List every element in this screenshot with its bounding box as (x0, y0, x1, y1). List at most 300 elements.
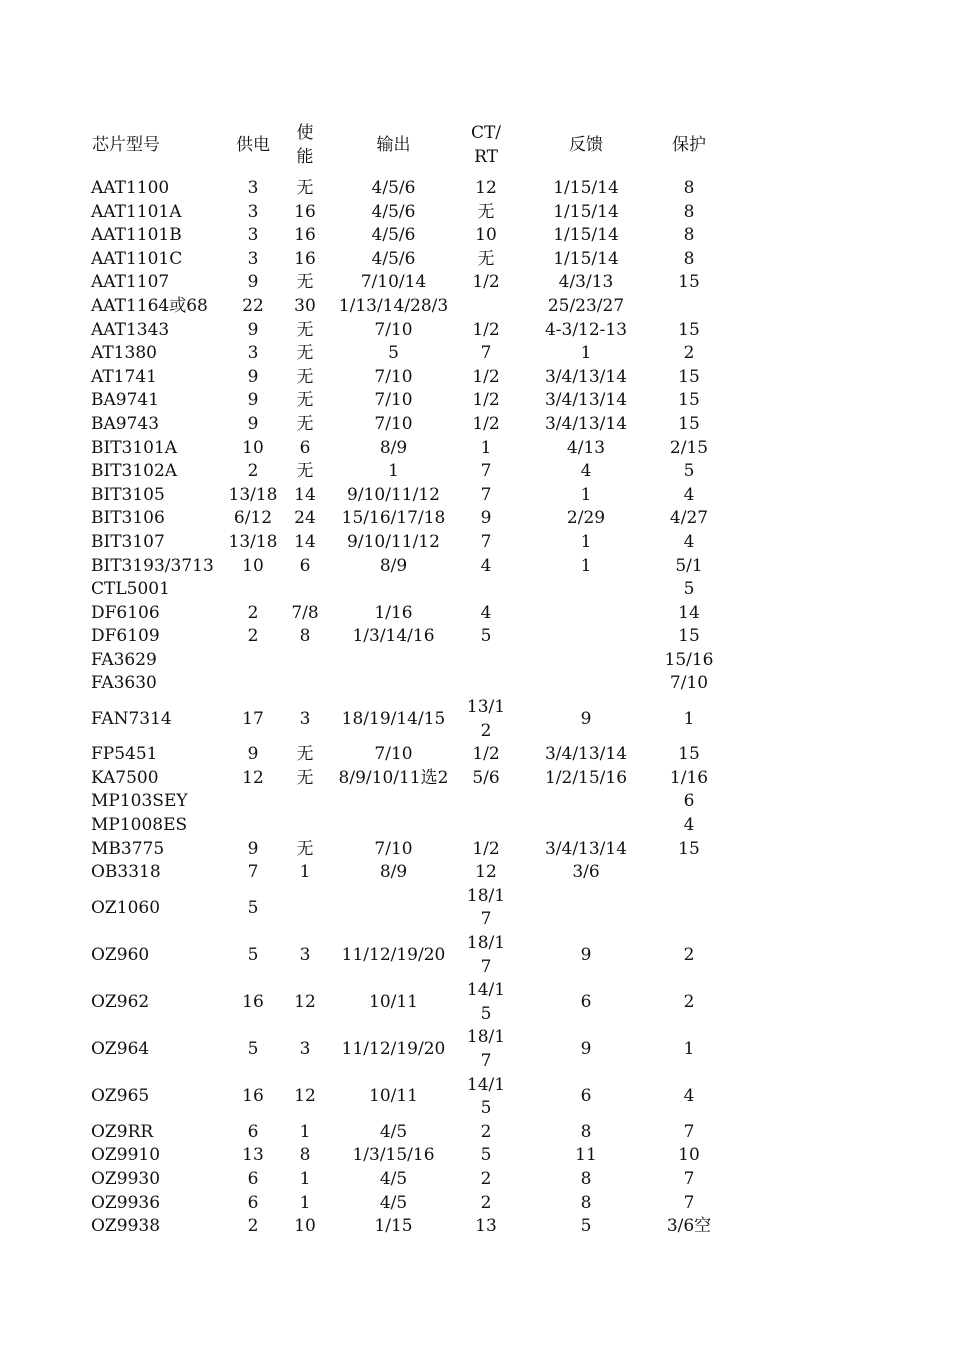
cell-output: 4/5/6 (371, 178, 416, 198)
cell-ctrt: 1/2 (472, 413, 500, 434)
cell-protect: 15 (678, 626, 700, 647)
cell-model: FA3630 (91, 673, 157, 694)
table-row (88, 861, 722, 885)
table-body (88, 177, 722, 1239)
table-row (88, 342, 722, 366)
table-row (88, 177, 722, 201)
cell-ctrt (456, 1026, 516, 1073)
table-row (88, 366, 722, 390)
cell-power: 13 (242, 1145, 264, 1166)
cell-enable: 8 (299, 1145, 311, 1166)
cell-model: KA7500 (91, 767, 159, 788)
cell-output: 7/10 (374, 744, 413, 765)
table-row (88, 224, 722, 248)
table-row (88, 555, 722, 579)
cell-protect: 10 (678, 1145, 700, 1166)
cell-output: 18/19/14/15 (341, 708, 446, 729)
table-row (88, 625, 722, 649)
cell-model: FA3629 (91, 649, 157, 670)
cell-ctrt-wrapped: 18/17 (466, 933, 506, 977)
cell-model: AAT1343 (91, 319, 170, 340)
cell-power: 3 (247, 225, 259, 246)
table-row (88, 672, 722, 696)
cell-ctrt: 7 (480, 343, 492, 364)
cell-enable (279, 790, 331, 814)
cell-ctrt: 1/2 (472, 390, 500, 411)
cell-ctrt (456, 649, 516, 673)
cell-output: 9/10/11/12 (347, 531, 440, 552)
table-row (88, 507, 722, 531)
cell-feedback: 8 (580, 1168, 592, 1189)
cell-feedback: 1/2/15/16 (544, 767, 628, 788)
cell-feedback: 3/6 (572, 862, 600, 883)
cell-protect: 1 (683, 1039, 695, 1060)
cell-power (227, 814, 279, 838)
cell-power: 3 (247, 201, 259, 222)
table-row (88, 838, 722, 862)
table-row (88, 531, 722, 555)
cell-power: 12 (242, 767, 264, 788)
cell-power: 13/18 (228, 531, 278, 552)
cell-enable (279, 885, 331, 932)
cell-ctrt: 7 (480, 531, 492, 552)
cell-enable: 无 (296, 838, 314, 859)
cell-output (331, 790, 456, 814)
header-power: 供电 (236, 135, 270, 156)
cell-model: AAT1101C (91, 248, 183, 269)
table-header-row (88, 115, 722, 177)
cell-protect: 2 (683, 991, 695, 1012)
cell-output: 7/10/14 (360, 272, 427, 293)
cell-output: 4/5/6 (371, 225, 416, 246)
cell-protect: 15 (678, 390, 700, 411)
cell-power: 5 (247, 944, 259, 965)
cell-output (331, 672, 456, 696)
cell-feedback (516, 578, 656, 602)
cell-feedback: 1/15/14 (553, 248, 619, 269)
table-row (88, 743, 722, 767)
cell-output: 4/5/6 (371, 201, 416, 222)
cell-model: MP103SEY (91, 791, 188, 812)
cell-model: AT1741 (91, 366, 157, 387)
cell-protect: 7 (683, 1168, 695, 1189)
cell-power: 6 (247, 1121, 259, 1142)
cell-power: 22 (242, 295, 264, 316)
cell-protect: 7/10 (669, 673, 709, 694)
cell-model: BA9741 (91, 390, 160, 411)
cell-output (331, 649, 456, 673)
table-row (88, 696, 722, 743)
cell-enable (279, 649, 331, 673)
cell-protect: 2 (683, 944, 695, 965)
cell-ctrt: 13 (475, 1216, 497, 1237)
cell-output: 11/12/19/20 (341, 1039, 446, 1060)
table-row (88, 1168, 722, 1192)
cell-protect: 15 (678, 413, 700, 434)
cell-feedback: 4 (580, 461, 592, 482)
cell-protect: 5/1 (675, 555, 703, 576)
cell-power: 9 (247, 838, 259, 859)
cell-ctrt: 2 (480, 1192, 492, 1213)
cell-ctrt: 无 (477, 201, 495, 222)
cell-protect: 4 (683, 1086, 695, 1107)
table-row (88, 578, 722, 602)
table-row (88, 1121, 722, 1145)
cell-power: 3 (247, 343, 259, 364)
cell-protect (656, 885, 722, 932)
cell-power: 3 (247, 248, 259, 269)
cell-ctrt: 9 (480, 508, 492, 529)
cell-output: 11/12/19/20 (341, 944, 446, 965)
cell-model: FP5451 (91, 744, 158, 765)
cell-ctrt: 2 (480, 1121, 492, 1142)
cell-power (227, 578, 279, 602)
cell-protect: 15 (678, 838, 700, 859)
cell-ctrt (456, 814, 516, 838)
cell-output (331, 578, 456, 602)
cell-model: OB3318 (91, 862, 161, 883)
cell-power: 2 (247, 461, 259, 482)
cell-feedback: 5 (580, 1216, 592, 1237)
cell-output: 1/13/14/28/3 (338, 295, 449, 316)
cell-enable: 无 (296, 390, 314, 411)
header-model: 芯片型号 (92, 135, 160, 156)
cell-ctrt: 7 (480, 484, 492, 505)
table-row (88, 649, 722, 673)
cell-output: 1/16 (374, 602, 413, 623)
cell-power: 9 (247, 390, 259, 411)
header-ctrt (456, 115, 516, 177)
cell-feedback: 2/29 (566, 508, 606, 529)
header-feedback: 反馈 (569, 135, 603, 156)
cell-enable: 无 (296, 767, 314, 788)
table-row (88, 767, 722, 791)
cell-model: OZ9930 (91, 1168, 161, 1189)
cell-ctrt: 无 (477, 248, 495, 269)
cell-output: 8/9/10/11选2 (338, 767, 449, 788)
cell-output: 7/10 (374, 366, 413, 387)
cell-enable: 6 (299, 437, 311, 458)
cell-model: DF6106 (91, 602, 160, 623)
cell-model: BA9743 (91, 413, 160, 434)
cell-power: 6 (247, 1168, 259, 1189)
cell-model: OZ964 (91, 1039, 150, 1060)
cell-protect: 2 (683, 343, 695, 364)
cell-protect: 8 (683, 178, 695, 198)
cell-power: 9 (247, 272, 259, 293)
cell-enable: 无 (296, 744, 314, 765)
cell-protect: 15 (678, 319, 700, 340)
cell-ctrt (456, 885, 516, 932)
cell-model: BIT3102A (91, 461, 178, 482)
table-row (88, 790, 722, 814)
chip-pin-table (88, 115, 722, 1239)
cell-power: 10 (242, 437, 264, 458)
cell-output: 7/10 (374, 838, 413, 859)
cell-power: 5 (247, 1039, 259, 1060)
cell-protect: 7 (683, 1192, 695, 1213)
cell-ctrt: 5/6 (472, 767, 500, 788)
cell-ctrt (456, 672, 516, 696)
cell-power (227, 672, 279, 696)
cell-power: 13/18 (228, 484, 278, 505)
cell-power: 3 (247, 178, 259, 198)
cell-enable (279, 814, 331, 838)
cell-ctrt (456, 1074, 516, 1121)
cell-ctrt: 7 (480, 461, 492, 482)
cell-feedback: 25/23/27 (547, 295, 625, 316)
header-output: 输出 (376, 135, 411, 156)
cell-output (331, 814, 456, 838)
cell-protect: 8 (683, 225, 695, 246)
cell-enable: 8 (299, 626, 311, 647)
cell-feedback: 8 (580, 1192, 592, 1213)
cell-feedback (516, 885, 656, 932)
cell-enable: 1 (299, 1192, 311, 1213)
cell-feedback (516, 790, 656, 814)
cell-output: 8/9 (379, 862, 408, 883)
cell-feedback (516, 602, 656, 626)
cell-enable: 30 (294, 295, 316, 316)
cell-output: 10/11 (369, 1086, 418, 1107)
cell-feedback: 3/4/13/14 (544, 413, 628, 434)
cell-feedback: 9 (580, 708, 592, 729)
cell-power: 5 (247, 897, 259, 918)
table-row (88, 1144, 722, 1168)
cell-feedback: 4-3/12-13 (544, 319, 628, 340)
cell-output: 1/3/14/16 (352, 626, 435, 647)
cell-output: 8/9 (379, 437, 408, 458)
cell-enable: 12 (294, 991, 316, 1012)
cell-enable: 3 (299, 1039, 311, 1060)
cell-feedback (516, 672, 656, 696)
cell-enable: 12 (294, 1086, 316, 1107)
table-row (88, 814, 722, 838)
cell-ctrt-wrapped: 13/12 (466, 697, 506, 741)
cell-feedback: 4/3/13 (558, 272, 614, 293)
cell-enable: 7/8 (291, 602, 319, 623)
cell-feedback: 3/4/13/14 (544, 838, 628, 859)
table-row (88, 602, 722, 626)
cell-protect: 15 (678, 744, 700, 765)
cell-protect: 7 (683, 1121, 695, 1142)
cell-power: 9 (247, 744, 259, 765)
cell-protect: 4 (683, 484, 695, 505)
cell-power (227, 649, 279, 673)
header-enable (279, 115, 331, 177)
cell-protect: 4 (683, 815, 695, 836)
cell-model: AAT1164或68 (91, 295, 208, 316)
cell-protect: 8 (683, 201, 695, 222)
header-enable-text: 使能 (296, 123, 314, 167)
cell-ctrt-wrapped: 14/15 (466, 980, 506, 1024)
cell-ctrt: 10 (475, 225, 497, 246)
cell-feedback: 1/15/14 (553, 225, 619, 246)
cell-protect: 15 (678, 272, 700, 293)
cell-model: AAT1101B (91, 225, 182, 246)
table-row (88, 484, 722, 508)
cell-power: 16 (242, 991, 264, 1012)
cell-feedback: 4/13 (566, 437, 606, 458)
cell-output: 9/10/11/12 (347, 484, 440, 505)
cell-feedback (516, 649, 656, 673)
cell-ctrt-wrapped: 14/15 (466, 1074, 506, 1119)
cell-ctrt: 12 (475, 862, 497, 883)
cell-enable: 无 (296, 343, 314, 364)
cell-ctrt: 1 (480, 437, 492, 458)
cell-ctrt: 5 (480, 626, 492, 647)
cell-enable: 16 (294, 201, 316, 222)
cell-output: 1/15 (374, 1216, 413, 1237)
table-row (88, 1026, 722, 1073)
cell-enable: 6 (299, 555, 311, 576)
cell-ctrt-wrapped: 18/17 (466, 885, 506, 930)
cell-feedback (516, 625, 656, 649)
header-ctrt-text: CT/RT (470, 123, 502, 167)
cell-model: CTL5001 (91, 579, 170, 600)
cell-ctrt (456, 790, 516, 814)
cell-protect: 6 (683, 791, 695, 812)
cell-enable (279, 672, 331, 696)
cell-output: 4/5 (379, 1192, 408, 1213)
cell-feedback: 8 (580, 1121, 592, 1142)
cell-output: 15/16/17/18 (341, 508, 446, 529)
cell-feedback (516, 814, 656, 838)
cell-feedback: 3/4/13/14 (544, 390, 628, 411)
cell-output: 1 (388, 461, 399, 482)
cell-protect: 2/15 (669, 437, 709, 458)
cell-output: 10/11 (369, 991, 418, 1012)
cell-protect (656, 861, 722, 885)
cell-model: OZ960 (91, 944, 150, 965)
cell-model: BIT3105 (91, 484, 165, 505)
cell-protect: 5 (683, 461, 695, 482)
cell-model: MP1008ES (91, 815, 188, 836)
cell-model: AAT1100 (91, 178, 170, 198)
cell-enable: 无 (296, 272, 314, 293)
cell-ctrt (456, 295, 516, 319)
cell-output: 7/10 (374, 390, 413, 411)
cell-output: 4/5 (379, 1121, 408, 1142)
header-protect: 保护 (672, 135, 706, 156)
cell-ctrt (456, 696, 516, 743)
cell-enable: 14 (294, 531, 316, 552)
cell-ctrt: 1/2 (472, 838, 500, 859)
cell-enable: 3 (299, 708, 311, 729)
cell-model: BIT3193/3713 (91, 555, 214, 576)
cell-output: 1/3/15/16 (352, 1145, 435, 1166)
cell-power: 6 (247, 1192, 259, 1213)
cell-ctrt-wrapped: 18/17 (466, 1027, 506, 1071)
cell-enable: 无 (296, 413, 314, 434)
cell-model: MB3775 (91, 838, 165, 859)
table-row (88, 319, 722, 343)
cell-power: 6/12 (233, 508, 273, 529)
cell-feedback: 1 (580, 555, 592, 576)
cell-ctrt (456, 979, 516, 1026)
table-row (88, 1074, 722, 1121)
cell-ctrt: 1/2 (472, 272, 500, 293)
cell-model: OZ9910 (91, 1145, 161, 1166)
table-row (88, 248, 722, 272)
cell-enable: 14 (294, 484, 316, 505)
cell-enable: 10 (294, 1216, 316, 1237)
cell-model: BIT3101A (91, 437, 178, 458)
cell-model: AT1380 (91, 343, 157, 364)
table-row (88, 1192, 722, 1216)
cell-protect: 8 (683, 248, 695, 269)
cell-ctrt: 4 (480, 602, 492, 623)
cell-ctrt (456, 578, 516, 602)
table-row (88, 271, 722, 295)
table-row (88, 437, 722, 461)
cell-protect: 1 (683, 708, 695, 729)
cell-enable: 无 (296, 178, 314, 198)
cell-power: 2 (247, 602, 259, 623)
cell-model: AAT1101A (91, 201, 182, 222)
cell-model: OZ965 (91, 1086, 150, 1107)
cell-model: FAN7314 (91, 708, 172, 729)
cell-enable: 1 (299, 862, 311, 883)
cell-ctrt: 1/2 (472, 319, 500, 340)
cell-ctrt: 1/2 (472, 366, 500, 387)
cell-enable: 3 (299, 944, 311, 965)
cell-enable: 1 (299, 1168, 311, 1189)
cell-feedback: 9 (580, 944, 592, 965)
cell-enable: 无 (296, 461, 314, 482)
table-row (88, 201, 722, 225)
table-row (88, 389, 722, 413)
cell-power: 16 (242, 1086, 264, 1107)
cell-power: 2 (247, 1216, 259, 1237)
cell-model: OZ1060 (91, 897, 161, 918)
cell-feedback: 3/4/13/14 (544, 366, 628, 387)
cell-ctrt (456, 932, 516, 979)
cell-protect: 3/6空 (666, 1216, 712, 1237)
cell-enable: 无 (296, 319, 314, 340)
cell-protect: 14 (678, 602, 700, 623)
cell-power (227, 790, 279, 814)
table-row (88, 885, 722, 932)
cell-power: 9 (247, 413, 259, 434)
cell-model: OZ9RR (91, 1121, 154, 1142)
cell-output: 4/5/6 (371, 248, 416, 269)
cell-model: DF6109 (91, 626, 160, 647)
cell-model: BIT3106 (91, 508, 165, 529)
cell-feedback: 1 (580, 484, 592, 505)
cell-enable: 16 (294, 225, 316, 246)
cell-ctrt: 4 (480, 555, 492, 576)
cell-output: 8/9 (379, 555, 408, 576)
cell-output: 5 (388, 343, 399, 364)
cell-feedback: 1/15/14 (553, 201, 619, 222)
cell-protect: 5 (683, 579, 695, 600)
cell-enable: 24 (294, 508, 316, 529)
cell-output: 7/10 (374, 319, 413, 340)
cell-enable (279, 578, 331, 602)
cell-ctrt: 12 (475, 178, 497, 198)
cell-feedback: 3/4/13/14 (544, 744, 628, 765)
cell-feedback: 6 (580, 991, 592, 1012)
table-row (88, 413, 722, 437)
table-row (88, 1215, 722, 1239)
cell-model: BIT3107 (91, 531, 165, 552)
cell-feedback: 11 (575, 1145, 597, 1166)
table-row (88, 295, 722, 319)
cell-output: 7/10 (374, 413, 413, 434)
cell-feedback: 6 (580, 1086, 592, 1107)
cell-model: OZ9936 (91, 1192, 161, 1213)
